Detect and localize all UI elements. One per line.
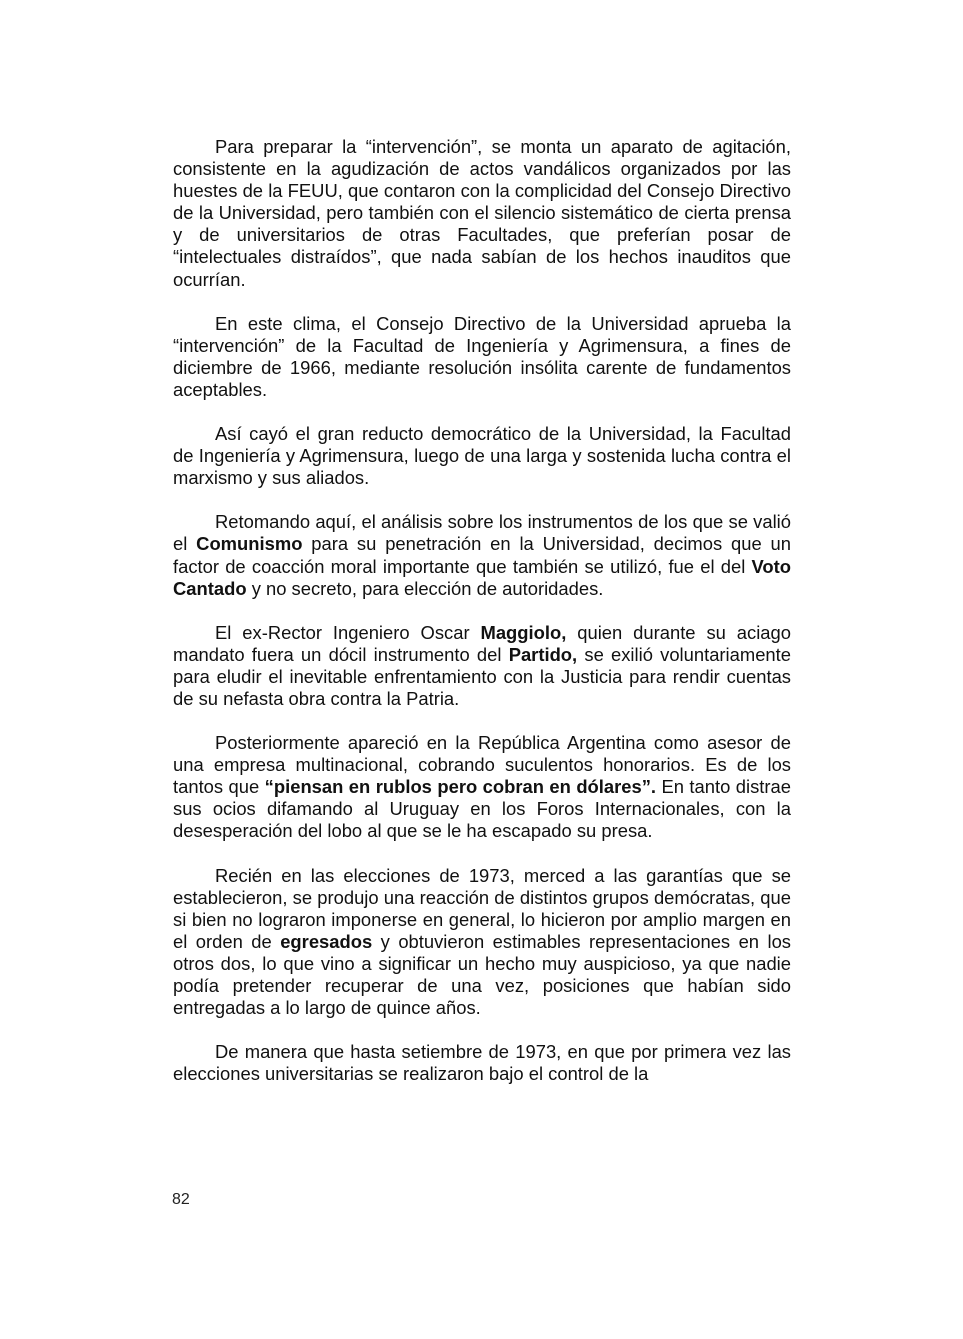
bold-comunismo: Comunismo [196,533,303,555]
paragraph-5 [173,622,791,710]
paragraph-3 [173,423,791,489]
paragraph-7-text-a: Recién en las elecciones de 1973, merced a las garantías que se establecieron, se produjo una reacción de distintos grupos demócratas, que si bien no lograron imponerse en general, lo hicieron por amplio margen en el orden de [173,864,791,952]
paragraph-5-text-b: quien durante su aciago mandato fuera un dócil instrumento del [173,621,791,665]
bold-quote-rublos: “piensan en rublos pero cobran en dólares”. [264,776,657,798]
paragraph-1-text: Para preparar la “intervención”, se monta un aparato de agitación, consistente en la agudización de actos vandálicos organizados por las huestes de la FEUU, que contaron con la complicidad del Consejo Directivo de la Universidad, pero también con el silencio sistemático de cierta prensa y de universitarios de otras Facultades, que preferían posar de “intelectuales distraídos”, que nada sabían de los hechos inauditos que ocurrían. [173,136,791,290]
paragraph-8 [173,1041,791,1085]
paragraph-5-text-c: se exilió voluntariamente para eludir el inevitable enfrentamiento con la Justicia para rendir cuentas de su nefasta obra contra la Patria. [173,643,791,709]
paragraph-4-text-c: y no secreto, para elección de autoridades. [246,577,604,599]
bold-voto-cantado: Voto Cantado [173,555,791,599]
paragraph-6 [173,732,791,842]
paragraph-2 [173,313,791,401]
paragraph-8-text: De manera que hasta setiembre de 1973, en que por primera vez las elecciones universitarias se realizaron bajo el control de la [173,1041,791,1085]
bold-maggiolo: Maggiolo, [480,621,567,643]
paragraph-4-text-b: para su penetración en la Universidad, decimos que un factor de coacción moral importante que también se utilizó, fue el del [173,533,791,577]
paragraph-7-text-b: y obtuvieron estimables representaciones en los otros dos, lo que vino a significar un hecho muy auspicioso, ya que nadie podía pretender recuperar de una vez, posiciones que habían sido entregadas a lo largo de quince años. [173,930,792,1019]
paragraph-6-text-a: Posteriormente apareció en la República Argentina como asesor de una empresa multinacional, cobrando suculentos honorarios. Es de los tantos que [173,732,791,798]
paragraph-3-text: Así cayó el gran reducto democrático de la Universidad, la Facultad de Ingeniería y Agrimensura, luego de una larga y sostenida lucha contra el marxismo y sus aliados. [173,423,791,489]
paragraph-5-text-a: El ex-Rector Ingeniero Oscar [215,621,481,643]
paragraph-4-text-a: Retomando aquí, el análisis sobre los instrumentos de los que se valió el [173,511,791,555]
paragraph-2-text: En este clima, el Consejo Directivo de la Universidad aprueba la “intervención” de la Facultad de Ingeniería y Agrimensura, a fines de diciembre de 1966, mediante resolución insólita carente de fundamentos aceptables. [173,312,791,400]
page-body [173,136,791,1107]
paragraph-4 [173,511,791,599]
bold-partido: Partido, [508,643,578,665]
page-number: 82 [172,1191,190,1208]
paragraph-1 [173,136,791,291]
bold-egresados: egresados [280,930,373,952]
paragraph-6-text-b: En tanto distrae sus ocios difamando al Uruguay en los Foros Internacionales, con la desesperación del lobo al que se le ha escapado su presa. [173,776,791,842]
paragraph-7 [173,865,791,1020]
